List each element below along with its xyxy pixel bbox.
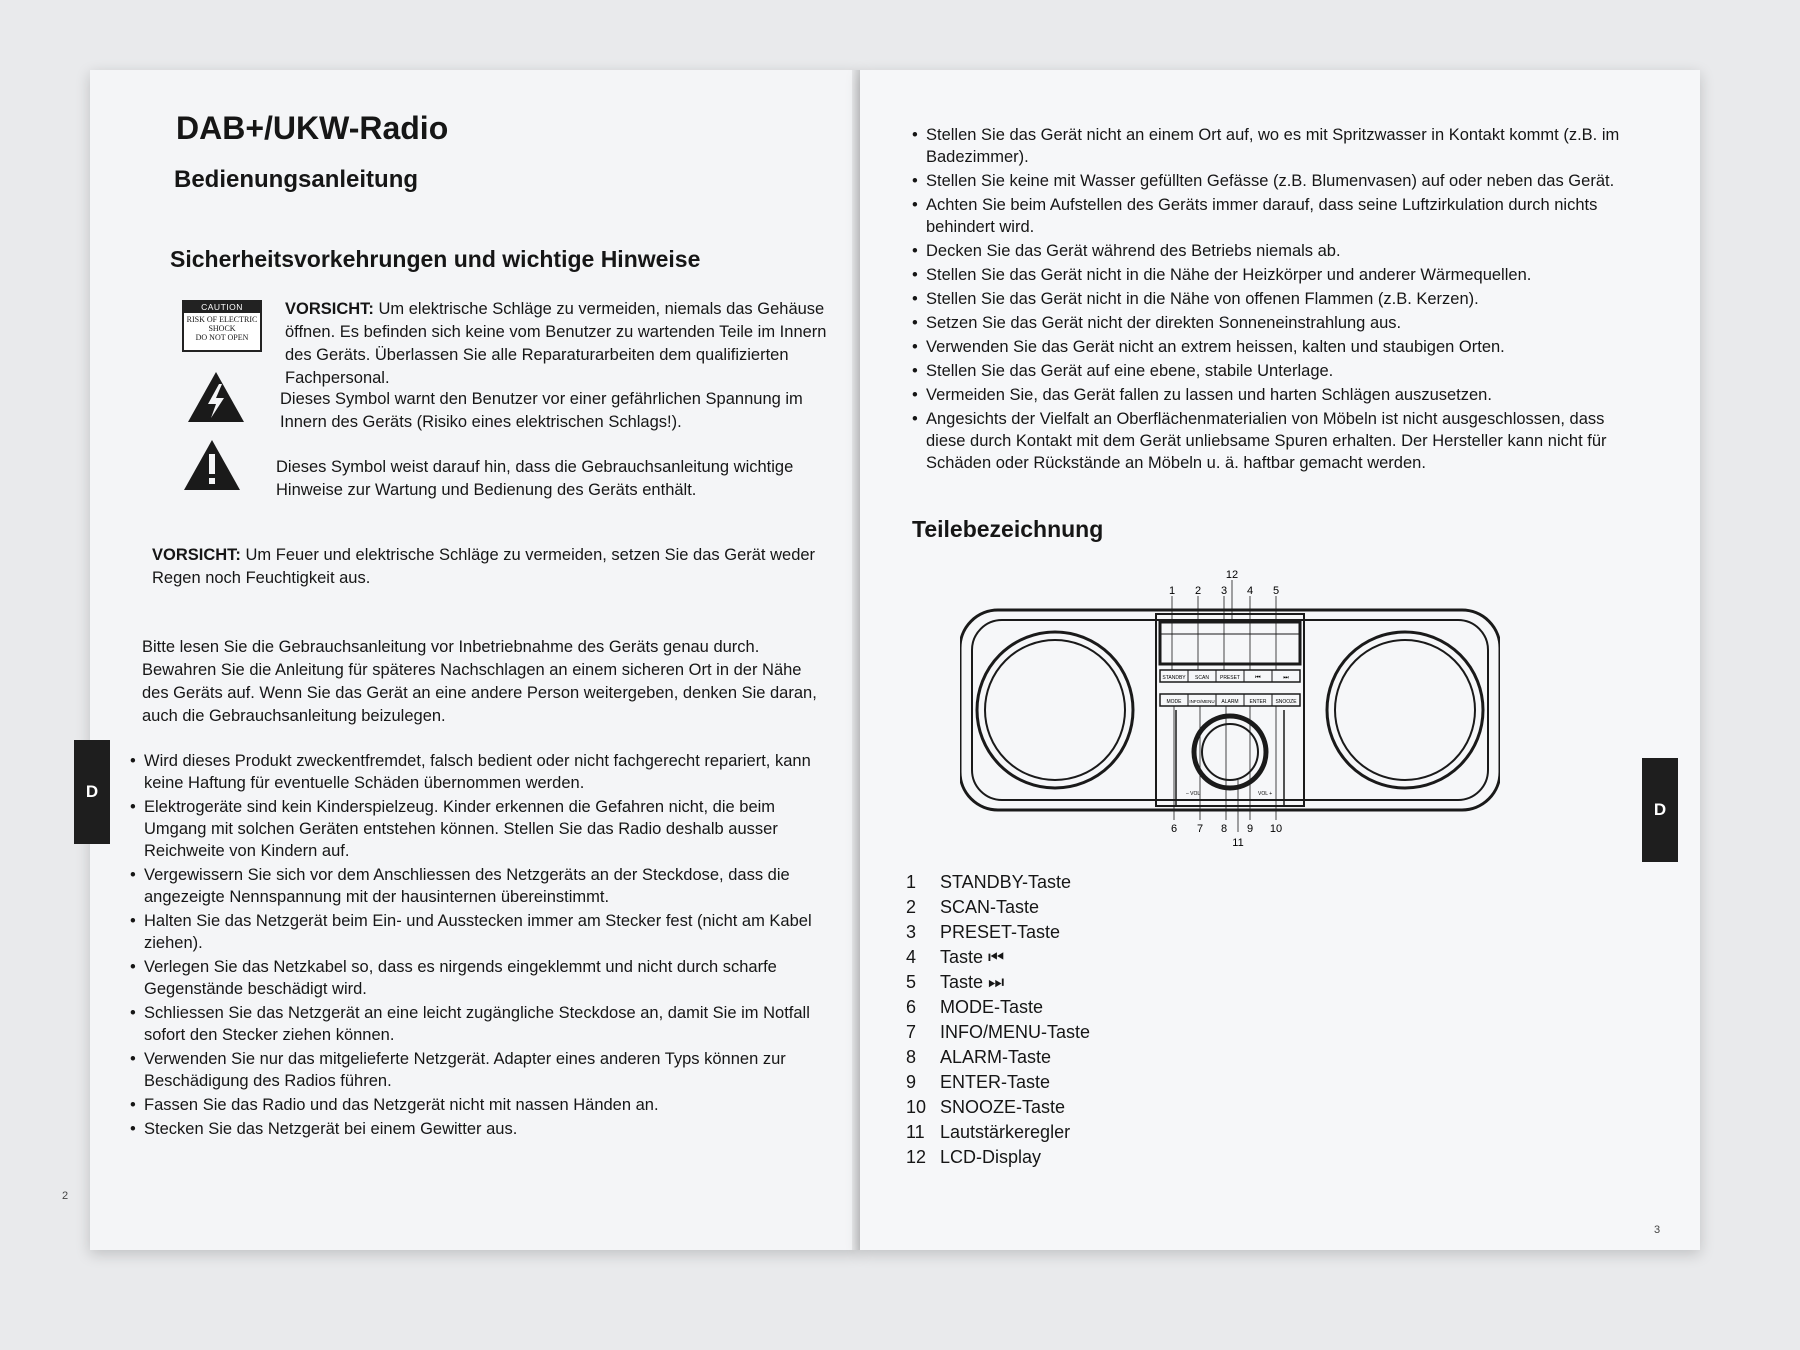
right-speaker [1327, 632, 1483, 788]
preset-button-label: PRESET [1219, 675, 1241, 681]
list-item: • Stecken Sie das Netzgerät bei einem Gewitter aus. [130, 1118, 840, 1140]
language-tab: D [74, 740, 110, 844]
button-row-top [1160, 670, 1300, 682]
info-menu-button-label: INFO/MENU [1189, 699, 1215, 704]
list-item: • Wird dieses Produkt zweckentfremdet, falsch bedient oder nicht fachgerecht repariert, kann keine Haftung für eventuelle Schäden übernommen werden. [130, 750, 840, 794]
symbol-manual-text: Dieses Symbol weist darauf hin, dass die Gebrauchsanleitung wichtige Hinweise zur Wartung und Bedienung des Geräts enthält. [276, 458, 794, 499]
callout-number: 12 [1225, 570, 1239, 581]
parts-heading: Teilebezeichnung [912, 516, 1104, 542]
enter-button-label: ENTER [1249, 699, 1267, 705]
parts-list [906, 870, 1090, 1170]
list-item: • Fassen Sie das Radio und das Netzgerät nicht mit nassen Händen an. [130, 1094, 840, 1116]
intro-paragraph: Bitte lesen Sie die Gebrauchsanleitung vor Inbetriebnahme des Geräts genau durch. Bewahren Sie die Anleitung für späteres Nachschlagen an einem sicheren Ort in der Nähe des Geräts auf. Wenn Sie das Gerät an eine andere Person weitergeben, denken Sie daran, auch die Gebrauchsanleitung beizulegen. [142, 638, 817, 725]
caution-label-head: CAUTION [184, 302, 260, 313]
list-item: • Halten Sie das Netzgerät beim Ein- und Ausstecken immer am Stecker fest (nicht am Kabel ziehen). [130, 910, 840, 954]
prev-button-label: ⏮ [1255, 675, 1261, 681]
next-button-label: ⏭ [1283, 675, 1289, 681]
lightning-warning-icon [186, 370, 246, 429]
warning-bold: VORSICHT: [285, 300, 374, 318]
callout-number: 7 [1196, 823, 1204, 835]
list-item: 12 LCD-Display [906, 1147, 1042, 1167]
symbol-voltage-text: Dieses Symbol warnt den Benutzer vor einer gefährlichen Spannung im Innern des Geräts (Risiko eines elektrischen Schlags!). [280, 390, 803, 431]
alarm-button-label: ALARM [1221, 699, 1239, 705]
list-item: • Decken Sie das Gerät während des Betriebs niemals ab. [912, 240, 1632, 262]
vol-minus-label: – VOL [1186, 791, 1201, 797]
caution-label [182, 300, 262, 352]
right-page [860, 70, 1700, 1250]
callout-number: 5 [1272, 585, 1280, 597]
callout-number: 2 [1194, 585, 1202, 597]
list-item: 10 SNOOZE-Taste [906, 1097, 1066, 1117]
safety-heading: Sicherheitsvorkehrungen und wichtige Hinweise [170, 246, 701, 272]
list-item: • Setzen Sie das Gerät nicht der direkten Sonneneinstrahlung aus. [912, 312, 1632, 334]
left-speaker-inner [985, 640, 1125, 780]
list-item: • Verwenden Sie nur das mitgelieferte Netzgerät. Adapter eines anderen Typs können zur Beschädigung des Radios führen. [130, 1048, 840, 1092]
safety-bullet-list-continued [912, 124, 1632, 476]
center-panel [1156, 614, 1304, 806]
list-item: • Stellen Sie das Gerät nicht in die Nähe der Heizkörper und anderer Wärmequellen. [912, 264, 1632, 286]
list-item: • Achten Sie beim Aufstellen des Geräts immer darauf, dass seine Luftzirkulation durch nichts behindert wird. [912, 194, 1632, 238]
lcd-display [1160, 622, 1300, 664]
list-item: • Verlegen Sie das Netzkabel so, dass es nirgends eingeklemmt und nicht durch scharfe Gegenstände beschädigt wird. [130, 956, 840, 1000]
snooze-button-label: SNOOZE [1275, 699, 1297, 705]
list-item: • Vermeiden Sie, das Gerät fallen zu lassen und harten Schlägen auszusetzen. [912, 384, 1632, 406]
list-item: 9 ENTER-Taste [906, 1072, 1051, 1092]
callout-number: 9 [1246, 823, 1254, 835]
volume-knob [1194, 716, 1266, 788]
list-item: • Elektrogeräte sind kein Kinderspielzeug. Kinder erkennen die Gefahren nicht, die beim Umgang mit solchen Geräten entstehen können. Stellen Sie das Radio deshalb ausser Reichweite von Kindern auf. [130, 796, 840, 862]
callout-number: 6 [1170, 823, 1178, 835]
document-title: DAB+/UKW-Radio [176, 110, 449, 146]
list-item: • Angesichts der Vielfalt an Oberflächenmaterialien von Möbeln ist nicht ausgeschlossen, dass diese durch Kontakt mit dem Gerät unliebsame Spuren erhalten. Der Hersteller kann nicht für Schäden oder Rückstände an Möbeln u. ä. haftbar gemacht werden. [912, 408, 1632, 474]
page-number: 2 [62, 1190, 69, 1202]
list-item: • Schliessen Sie das Netzgerät an eine leicht zugängliche Steckdose an, damit Sie im Notfall sofort den Stecker ziehen können. [130, 1002, 840, 1046]
list-item: 7 INFO/MENU-Taste [906, 1022, 1091, 1042]
document-subtitle: Bedienungsanleitung [174, 166, 419, 193]
left-speaker [977, 632, 1133, 788]
caution-label-line: DO NOT OPEN [195, 333, 249, 342]
list-item: 11 Lautstärkeregler [906, 1122, 1071, 1142]
caution-label-line: RISK OF ELECTRIC [186, 315, 258, 324]
caution-label-line: SHOCK [208, 324, 236, 333]
list-item: • Vergewissern Sie sich vor dem Anschliessen des Netzgeräts an der Steckdose, dass die angezeigte Nennspannung mit der hausinternen übereinstimmt. [130, 864, 840, 908]
language-tab: D [1642, 758, 1678, 862]
warning-body: Um Feuer und elektrische Schläge zu vermeiden, setzen Sie das Gerät weder Regen noch Feuchtigkeit aus. [152, 546, 816, 587]
list-item: • Verwenden Sie das Gerät nicht an extrem heissen, kalten und staubigen Orten. [912, 336, 1632, 358]
standby-button-label: STANDBY [1162, 675, 1186, 681]
warning-body: Um elektrische Schläge zu vermeiden, niemals das Gehäuse öffnen. Es befinden sich keine vom Benutzer zu wartenden Teile im Innern des Geräts. Überlassen Sie alle Reparaturarbeiten dem qualifizierten Fachpersonal. [285, 300, 827, 387]
callout-number: 3 [1220, 585, 1228, 597]
warning-fire-text [152, 544, 832, 590]
list-item: • Stellen Sie keine mit Wasser gefüllten Gefässe (z.B. Blumenvasen) auf oder neben das Gerät. [912, 170, 1632, 192]
page-number: 3 [1654, 1224, 1661, 1236]
left-page [62, 70, 860, 1250]
radio-front-diagram [960, 570, 1500, 875]
list-item: 8 ALARM-Taste [906, 1047, 1052, 1067]
scan-button-label: SCAN [1195, 675, 1209, 681]
list-item: • Stellen Sie das Gerät nicht in die Nähe von offenen Flammen (z.B. Kerzen). [912, 288, 1632, 310]
list-item: • Stellen Sie das Gerät nicht an einem Ort auf, wo es mit Spritzwasser in Kontakt kommt (z.B. im Badezimmer). [912, 124, 1632, 168]
list-item: 1 STANDBY-Taste [906, 872, 1072, 892]
right-speaker-inner [1335, 640, 1475, 780]
button-row-bottom [1160, 694, 1300, 706]
warning-shock-text [285, 298, 830, 390]
callout-number: 1 [1168, 585, 1176, 597]
list-item: 2 SCAN-Taste [906, 897, 1040, 917]
exclamation-warning-icon [182, 438, 242, 497]
list-item: • Stellen Sie das Gerät auf eine ebene, stabile Unterlage. [912, 360, 1632, 382]
callout-number: 11 [1232, 837, 1244, 849]
mode-button-label: MODE [1166, 699, 1182, 705]
list-item: 5 Taste ⏭ [906, 972, 1005, 992]
list-item: 4 Taste ⏮ [906, 947, 1005, 967]
callout-number: 4 [1246, 585, 1254, 597]
list-item: 3 PRESET-Taste [906, 922, 1061, 942]
callout-number: 8 [1220, 823, 1228, 835]
callout-number: 10 [1269, 823, 1283, 835]
radio-body-inner-outline [972, 620, 1488, 800]
warning-bold: VORSICHT: [152, 546, 241, 564]
safety-bullet-list [130, 750, 840, 1142]
list-item: 6 MODE-Taste [906, 997, 1044, 1017]
vol-plus-label: VOL + [1258, 791, 1273, 797]
